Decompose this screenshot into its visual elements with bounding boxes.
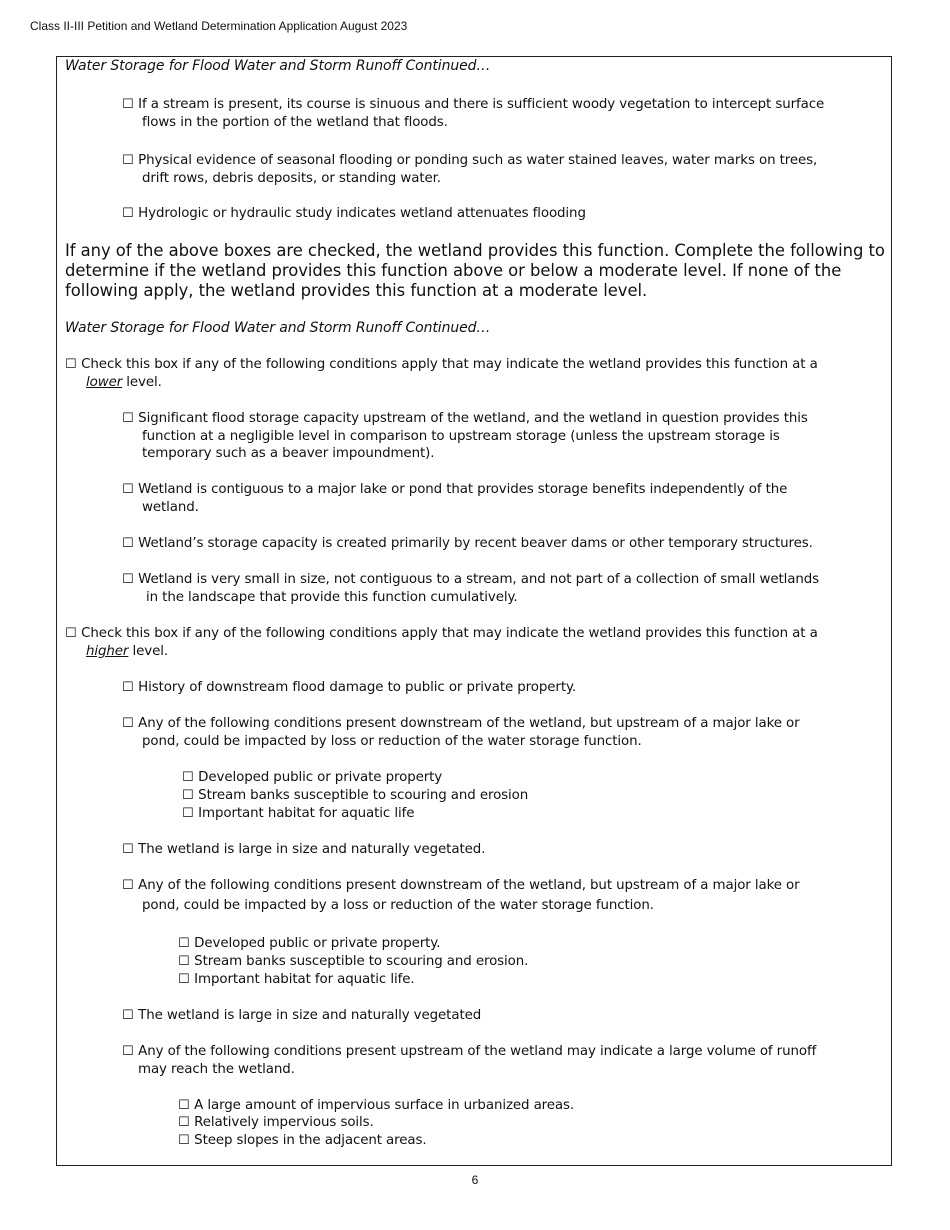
item-text-cont: wetland.: [142, 500, 199, 515]
checkbox[interactable]: ☐: [122, 680, 134, 695]
item-text: Wetland’s storage capacity is created primarily by recent beaver dams or other temporary structures.: [138, 536, 813, 551]
checkbox-item: [122, 679, 576, 697]
sub-item-text: Stream banks susceptible to scouring and erosion.: [194, 954, 529, 969]
item-text: If a stream is present, its course is sinuous and there is sufficient woody vegetation to intercept surface: [138, 97, 825, 112]
checkbox[interactable]: ☐: [178, 936, 190, 951]
checkbox[interactable]: ☐: [122, 536, 134, 551]
item-text: Any of the following conditions present downstream of the wetland, but upstream of a major lake or: [138, 716, 800, 731]
item-text-cont: pond, could be impacted by loss or reduction of the water storage function.: [142, 734, 642, 749]
item-text-cont: flows in the portion of the wetland that floods.: [142, 115, 448, 130]
checkbox[interactable]: ☐: [178, 1115, 190, 1130]
checkbox[interactable]: ☐: [122, 153, 134, 168]
lower-level-text: Check this box if any of the following conditions apply that may indicate the wetland provides this function at a: [81, 357, 818, 372]
checkbox[interactable]: ☐: [122, 482, 134, 497]
checkbox[interactable]: ☐: [122, 878, 134, 893]
sub-item-text: Important habitat for aquatic life.: [194, 972, 415, 987]
checkbox[interactable]: ☐: [122, 842, 134, 857]
higher-level-text-cont: [86, 643, 168, 661]
checkbox[interactable]: ☐: [65, 357, 77, 372]
item-text: The wetland is large in size and naturally vegetated.: [138, 842, 486, 857]
checkbox[interactable]: ☐: [122, 411, 134, 426]
checkbox-item: [122, 205, 586, 223]
section-heading: Water Storage for Flood Water and Storm Runoff Continued…: [65, 320, 491, 336]
checkbox-item: [122, 1043, 816, 1061]
sub-item-text: Stream banks susceptible to scouring and erosion: [198, 788, 529, 803]
checkbox[interactable]: ☐: [182, 806, 194, 821]
sub-checkbox-item: [182, 787, 528, 805]
sub-checkbox-item: [178, 1097, 574, 1115]
sub-checkbox-item: [178, 953, 528, 971]
page-number: 6: [471, 1173, 479, 1187]
checkbox[interactable]: ☐: [122, 97, 134, 112]
item-text-cont: pond, could be impacted by a loss or reduction of the water storage function.: [142, 898, 654, 913]
checkbox-item: [122, 535, 813, 553]
item-text-cont: function at a negligible level in comparison to upstream storage (unless the upstream storage is: [142, 429, 780, 444]
sub-item-text: A large amount of impervious surface in urbanized areas.: [194, 1098, 575, 1113]
item-text: Any of the following conditions present upstream of the wetland may indicate a large volume of runoff: [138, 1044, 817, 1059]
checkbox[interactable]: ☐: [178, 1133, 190, 1148]
item-text-cont: drift rows, debris deposits, or standing water.: [142, 171, 441, 186]
sub-item-text: Developed public or private property: [198, 770, 443, 785]
sub-item-text: Relatively impervious soils.: [194, 1115, 374, 1130]
checkbox[interactable]: ☐: [178, 972, 190, 987]
item-text: Hydrologic or hydraulic study indicates wetland attenuates flooding: [138, 206, 586, 221]
item-text-cont: temporary such as a beaver impoundment).: [142, 446, 435, 461]
checkbox-item: [122, 96, 824, 114]
item-text: Any of the following conditions present downstream of the wetland, but upstream of a major lake or: [138, 878, 800, 893]
sub-checkbox-item: [182, 769, 442, 787]
higher-emphasis: higher: [86, 644, 129, 659]
sub-item-text: Developed public or private property.: [194, 936, 441, 951]
sub-item-text: Steep slopes in the adjacent areas.: [194, 1133, 427, 1148]
checkbox[interactable]: ☐: [122, 1008, 134, 1023]
higher-level-text: Check this box if any of the following conditions apply that may indicate the wetland provides this function at a: [81, 626, 818, 641]
checkbox[interactable]: ☐: [182, 770, 194, 785]
sub-checkbox-item: [178, 1132, 427, 1150]
lower-emphasis: lower: [86, 375, 123, 390]
checkbox-item: [122, 152, 817, 170]
item-text: History of downstream flood damage to public or private property.: [138, 680, 577, 695]
instruction-paragraph-line: If any of the above boxes are checked, the wetland provides this function. Complete the following to: [65, 241, 885, 260]
item-text: Wetland is very small in size, not contiguous to a stream, and not part of a collection of small wetlands: [138, 572, 820, 587]
checkbox[interactable]: ☐: [122, 716, 134, 731]
higher-level-check: [65, 625, 818, 643]
instruction-paragraph-line: determine if the wetland provides this function above or below a moderate level. If none of the: [65, 261, 842, 280]
checkbox-item: [122, 1007, 481, 1025]
sub-checkbox-item: [182, 805, 414, 823]
checkbox[interactable]: ☐: [182, 788, 194, 803]
item-text-cont: may reach the wetland.: [138, 1062, 295, 1077]
checkbox-item: [122, 841, 485, 859]
checkbox[interactable]: ☐: [122, 572, 134, 587]
checkbox-item: [122, 410, 808, 428]
lower-tail: level.: [122, 375, 162, 390]
sub-checkbox-item: [178, 1114, 374, 1132]
checkbox[interactable]: ☐: [178, 954, 190, 969]
lower-level-text-cont: [86, 374, 162, 392]
higher-tail: level.: [128, 644, 168, 659]
checkbox[interactable]: ☐: [178, 1098, 190, 1113]
checkbox[interactable]: ☐: [65, 626, 77, 641]
item-text: Wetland is contiguous to a major lake or pond that provides storage benefits independently of the: [138, 482, 788, 497]
sub-item-text: Important habitat for aquatic life: [198, 806, 415, 821]
checkbox-item: [122, 877, 800, 895]
item-text: The wetland is large in size and naturally vegetated: [138, 1008, 482, 1023]
checkbox-item: [122, 481, 787, 499]
checkbox[interactable]: ☐: [122, 206, 134, 221]
sub-checkbox-item: [178, 971, 415, 989]
checkbox-item: [122, 571, 819, 589]
checkbox[interactable]: ☐: [122, 1044, 134, 1059]
document-header: Class II-III Petition and Wetland Determination Application August 2023: [30, 19, 408, 33]
item-text: Physical evidence of seasonal flooding or ponding such as water stained leaves, water marks on trees,: [138, 153, 818, 168]
lower-level-check: [65, 356, 818, 374]
checkbox-item: [122, 715, 800, 733]
instruction-paragraph-line: following apply, the wetland provides this function at a moderate level.: [65, 281, 648, 300]
item-text: Significant flood storage capacity upstream of the wetland, and the wetland in question provides this: [138, 411, 808, 426]
section-heading: Water Storage for Flood Water and Storm Runoff Continued…: [65, 58, 491, 74]
item-text-cont: in the landscape that provide this function cumulatively.: [146, 590, 518, 605]
sub-checkbox-item: [178, 935, 440, 953]
